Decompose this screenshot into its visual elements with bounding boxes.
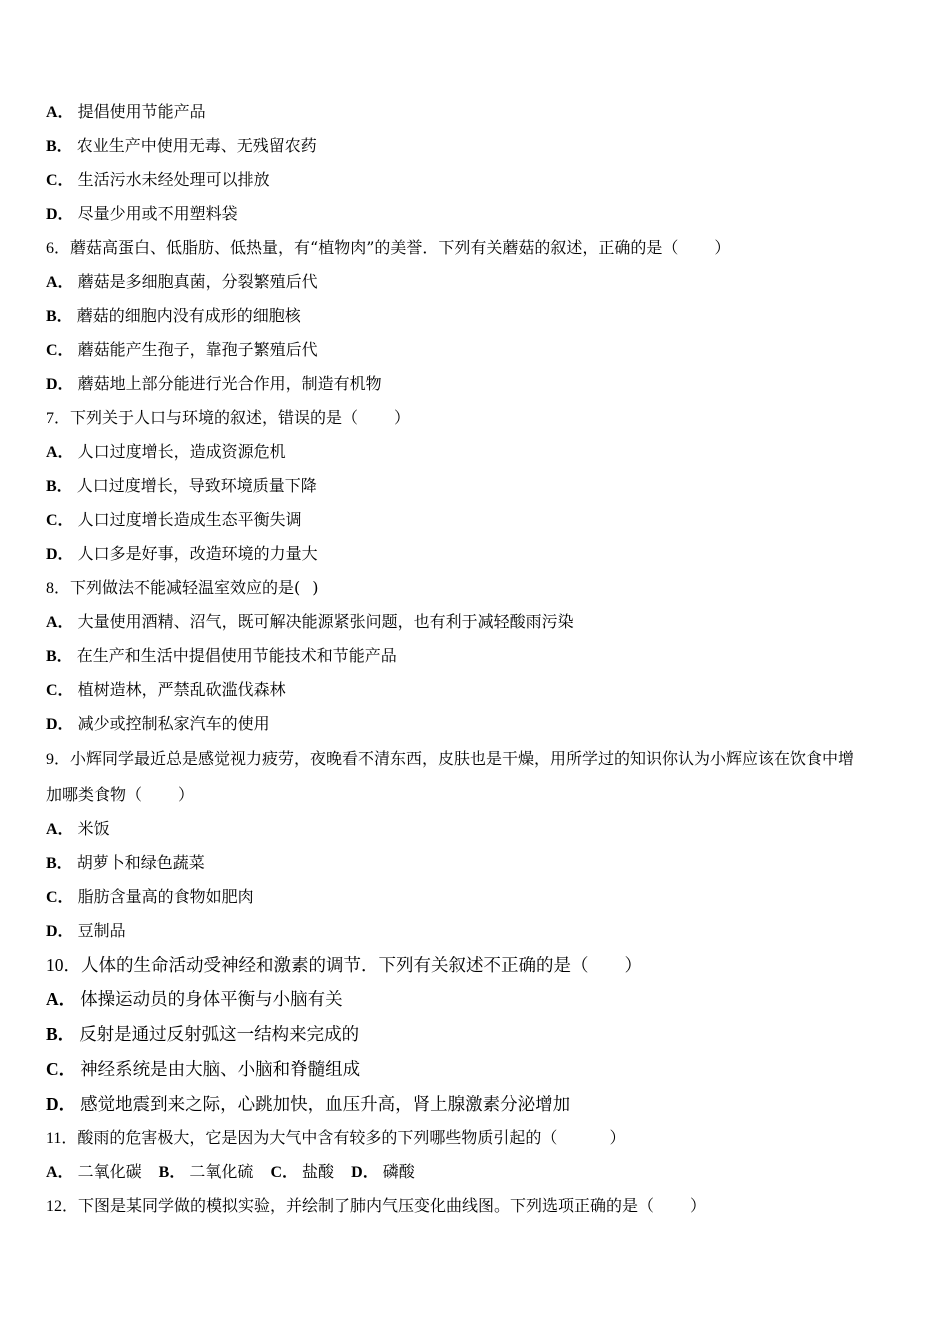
option-d [46,374,382,395]
option-text: 蘑菇能产生孢子，靠孢子繁殖后代 [77,340,318,359]
question-text: 酸雨的危害极大，它是因为大气中含有较多的下列哪些物质引起的（ [77,1128,558,1147]
option-c [46,680,286,701]
option-b [46,1024,359,1045]
option-text: 生活污水未经处理可以排放 [77,170,270,189]
option-text: 反射是通过反射弧这一结构来完成的 [79,1025,360,1045]
option-text: 豆制品 [77,921,126,940]
option-letter: C． [46,512,74,529]
option-letter: B． [46,478,73,495]
option-letter: B． [46,648,73,665]
option-text: 人口过度增长造成生态平衡失调 [77,510,302,529]
question-text: 人体的生命活动受神经和激素的调节．下列有关叙述不正确的是（ [81,956,589,976]
option-text: 体操运动员的身体平衡与小脑有关 [80,990,343,1010]
option-text: 尽量少用或不用塑料袋 [77,204,238,223]
question-11-stem [46,1128,625,1149]
question-7-stem [46,408,410,429]
option-letter: D． [46,1094,77,1114]
option-c [46,340,318,361]
close-paren: ） [714,238,731,257]
option-d [46,714,270,735]
option-c [46,510,302,531]
option-letter: D． [351,1164,379,1181]
option-letter: A． [46,274,74,291]
question-6-stem [46,238,730,259]
option-letter: C． [46,889,74,906]
close-paren: ) [312,578,319,597]
option-b [46,306,301,327]
option-text: 神经系统是由大脑、小脑和脊髓组成 [80,1060,361,1080]
question-number: 12． [46,1198,79,1215]
question-text: 下图是某同学做的模拟实验，并绘制了肺内气压变化曲线图。下列选项正确的是（ [78,1196,655,1215]
option-text: 蘑菇的细胞内没有成形的细胞核 [76,306,301,325]
option-text: 人口过度增长，导致环境质量下降 [76,476,317,495]
question-number: 7． [46,410,71,427]
option-text: 提倡使用节能产品 [77,102,206,121]
close-paren: ） [690,1196,707,1215]
option-text: 减少或控制私家汽车的使用 [77,714,270,733]
option-text: 感觉地震到来之际，心跳加快，血压升高，肾上腺激素分泌增加 [80,1095,571,1115]
option-text: 米饭 [77,819,110,838]
option-text: 大量使用酒精、沼气，既可解决能源紧张问题，也有利于减轻酸雨污染 [77,612,574,631]
option-text: 人口多是好事，改造环境的力量大 [77,544,318,563]
option-letter: D． [46,546,74,563]
option-a [46,989,343,1010]
option-text: 蘑菇是多细胞真菌，分裂繁殖后代 [77,272,318,291]
question-11-options [46,1162,415,1183]
option-text: 盐酸 [302,1162,335,1181]
question-text: 小辉同学最近总是感觉视力疲劳，夜晚看不清东西，皮肤也是干燥，用所学过的知识你认为小辉应该在饮食中增 [70,749,855,768]
question-text: 下列关于人口与环境的叙述，错误的是（ [70,408,359,427]
close-paren: ） [624,956,642,976]
option-a [46,272,318,293]
question-text: 下列做法不能减轻温室效应的是( [70,578,301,597]
question-number: 6． [46,240,71,257]
option-text: 在生产和生活中提倡使用节能技术和节能产品 [76,646,397,665]
option-d [46,1094,570,1115]
option-text: 二氧化硫 [189,1162,254,1181]
close-paren: ） [394,408,411,427]
option-b [46,646,397,667]
option-c [46,1059,360,1080]
option-c [46,887,254,908]
option-a [46,819,110,840]
question-text: 加哪类食物（ [46,785,143,804]
option-a [46,612,574,633]
option-b [46,476,317,497]
option-b [46,853,205,874]
option-text: 胡萝卜和绿色蔬菜 [76,853,205,872]
option-letter: A． [46,1164,74,1181]
option-letter: A． [46,444,74,461]
option-letter: C． [46,1059,77,1079]
question-number: 9． [46,751,71,768]
option-b [46,136,317,157]
option-letter: A． [46,989,77,1009]
option-letter: D． [46,923,74,940]
option-letter: A． [46,104,74,121]
question-8-stem [46,578,319,599]
option-d [46,921,126,942]
question-10-stem [46,955,642,976]
option-letter: B． [46,138,73,155]
close-paren: ） [178,785,195,804]
option-a [46,442,286,463]
option-text: 磷酸 [382,1162,415,1181]
option-letter: C． [46,682,74,699]
option-letter: B． [46,308,73,325]
option-text: 脂肪含量高的食物如肥肉 [77,887,254,906]
question-9-stem-cont [46,785,194,805]
option-letter: A． [46,821,74,838]
option-text: 蘑菇地上部分能进行光合作用，制造有机物 [77,374,382,393]
option-text: 人口过度增长，造成资源危机 [77,442,286,461]
option-letter: D． [46,376,74,393]
option-a [46,102,206,123]
question-number: 10． [46,955,81,975]
option-letter: C． [46,342,74,359]
close-paren: ） [609,1128,626,1147]
option-text: 植树造林，严禁乱砍滥伐森林 [77,680,286,699]
option-text: 农业生产中使用无毒、无残留农药 [76,136,317,155]
option-letter: D． [46,716,74,733]
option-letter: A． [46,614,74,631]
question-number: 11． [46,1130,78,1147]
option-c [46,170,270,191]
option-letter: C． [270,1164,299,1181]
option-d [46,204,238,225]
option-letter: B． [158,1164,186,1181]
question-text: 蘑菇高蛋白、低脂肪、低热量，有“植物肉”的美誉．下列有关蘑菇的叙述，正确的是（ [70,238,679,257]
option-letter: B． [46,1024,76,1044]
option-letter: C． [46,172,74,189]
option-d [46,544,318,565]
question-9-stem [46,749,854,770]
option-letter: B． [46,855,73,872]
question-number: 8． [46,580,71,597]
option-letter: D． [46,206,74,223]
option-text: 二氧化碳 [77,1162,142,1181]
question-12-stem [46,1196,706,1217]
